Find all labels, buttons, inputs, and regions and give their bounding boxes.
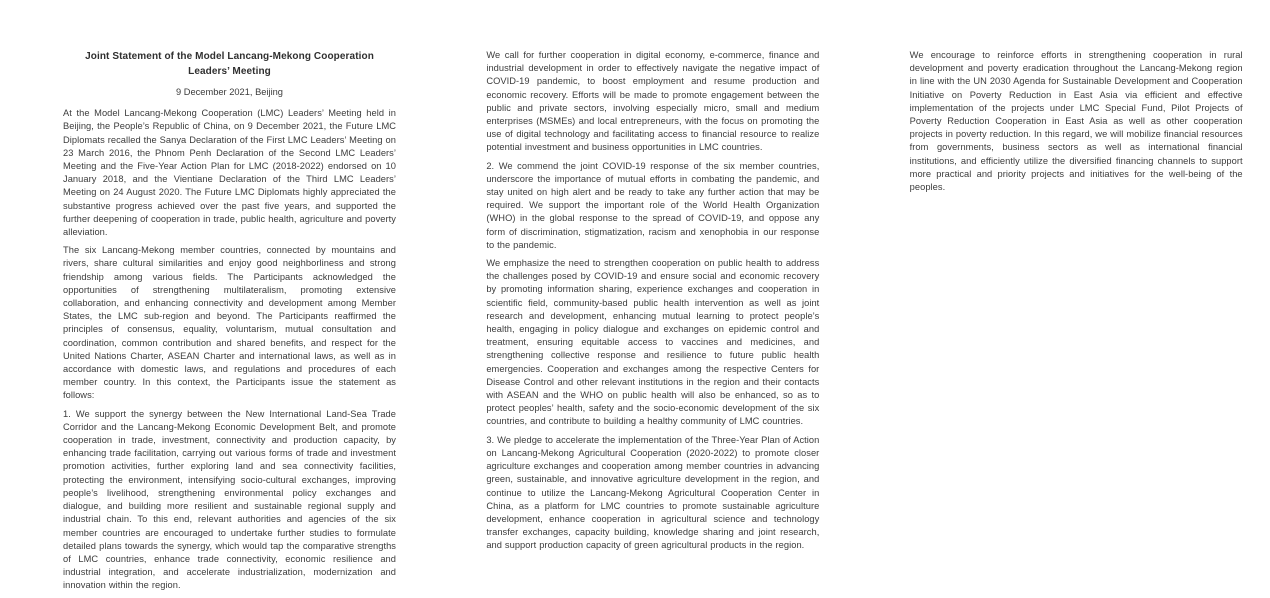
document-dateline: 9 December 2021, Beijing: [176, 87, 283, 97]
paragraph: The six Lancang-Mekong member countries, connected by mountains and rivers, share cultural similarities and enjoy good neighborliness and strong friendship among various fields. The Participants acknowledged the opportunities of strengthening multilateralism, promoting extensive collaboration, and enhancing connectivity and development among Member States, the LMC sub-region and beyond. The Participants reaffirmed the principles of consensus, equality, voluntarism, mutual consultation and coordination, common contribution and shared benefits, and respect for the United Nations Charter, ASEAN Charter and international laws, as well as in accordance with domestic laws, and regulations and procedures of each member country. In this context, the Participants issue the statement as follows:: [63, 245, 396, 401]
paragraph: 2. We commend the joint COVID-19 response of the six member countries, underscore the importance of mutual efforts in combating the pandemic, and stay united on high alert and be ready to take any further action that may be required. We support the important role of the World Health Organization (WHO) in the global response to the spread of COVID-19, and oppose any form of discrimination, stigmatization, racism and xenophobia in our response to the pandemic.: [486, 160, 820, 250]
page-2: [423, 0, 846, 598]
page-3-text: [910, 49, 1243, 194]
paragraph: 1. We support the synergy between the New International Land-Sea Trade Corridor and the Lancang-Mekong Economic Development Belt, and promote cooperation in trade, investment, connectivity and production capacity, by enhancing trade facilitation, carrying out various forms of trade and investment promotion activities, further exploring land and sea connectivity facilities, protecting the environment, intensifying socio-cultural exchanges, improving people’s livelihood, strengthening environmental policy exchanges and dialogue, and building more resilient and sustainable regional supply and industrial chain. To this end, relevant authorities and agencies of the six member countries are encouraged to undertake further studies to formulate detailed plans towards the synergy, which would tap the comparative strengths of LMC countries, enhance trade connectivity, economic resilience and industrial integration, and accelerate industrialization, modernization and innovation within the region.: [63, 408, 396, 591]
page-3: [847, 0, 1270, 598]
paragraph: We emphasize the need to strengthen cooperation on public health to address the challenges posed by COVID-19 and ensure social and economic recovery by promoting information sharing, experience exchanges and cooperation in scientific field, community-based public health intervention as well as joint research and development, enhancing mutual learning to protect people’s health, engaging in policy dialogue and exchanges on epidemic control and treatment, ensuring equitable access to vaccines and medicines, and strengthening collective response and resilience to future public health emergencies. Cooperation and exchanges among the respective Centers for Disease Control and other relevant institutions in the region and their contacts with ASEAN and the WHO on public health will also be enhanced, so as to protect peoples’ health, safety and the socio-economic development of the six countries, and contribute to building a healthy community of LMC countries.: [486, 258, 820, 427]
page-2-text: [486, 49, 819, 553]
page-1: [0, 0, 423, 598]
paragraph: At the Model Lancang-Mekong Cooperation (LMC) Leaders’ Meeting held in Beijing, the People’s Republic of China, on 9 December 2021, the Future LMC Diplomats recalled the Sanya Declaration of the First LMC Leaders’ Meeting on 23 March 2016, the Phnom Penh Declaration of the Second LMC Leaders’ Meeting and the Five-Year Action Plan for LMC (2018-2022) endorsed on 10 January 2018, and the Vientiane Declaration of the Third LMC Leaders’ Meeting on 24 August 2020. The Future LMC Diplomats highly appreciated the substantive progress achieved over the past five years, and supported the further deepening of cooperation in trade, public health, agriculture and poverty alleviation.: [63, 108, 396, 238]
paragraph: 3. We pledge to accelerate the implementation of the Three-Year Plan of Action on Lancang-Mekong Agricultural Cooperation (2020-2022) to promote closer agriculture exchanges and cooperation among member countries in advancing green, sustainable, and innovative agriculture development in the region, and continue to utilize the Lancang-Mekong Agricultural Cooperation Center in China, as a platform for LMC countries to promote sustainable agriculture development, enhance cooperation in agricultural science and technology transfer exchanges, capacity building, knowledge sharing and joint research, and support production capacity of green agricultural products in the region.: [486, 434, 820, 551]
paragraph: We encourage to reinforce efforts in strengthening cooperation in rural development and poverty eradication throughout the Lancang-Mekong region in line with the UN 2030 Agenda for Sustainable Development and Cooperation Initiative on Poverty Reduction in East Asia via efficient and effective implementation of the projects under LMC Special Fund, Pilot Projects of Poverty Reduction Cooperation in East Asia as well as other cooperation projects in poverty reduction. In this regard, we will mobilize financial resources from governments, business sectors as well as international financial institutions, and efficiently utilize the diversified financing channels to support more practical and priority projects and initiatives for the well-being of the peoples.: [909, 50, 1243, 193]
paragraph: We call for further cooperation in digital economy, e-commerce, finance and industrial development in order to effectively navigate the negative impact of COVID-19 pandemic, to boost employment and resume production and economic recovery. Efforts will be made to promote engagement between the public and private sectors, involving especially micro, small and medium enterprises (MSMEs) and local entrepreneurs, with the focus on promoting the use of digital technology and facilitating access to financial resource to realize potential investment and business opportunities in LMC countries.: [486, 50, 820, 153]
document-title: Joint Statement of the Model Lancang-Mekong Cooperation Leaders’ Meeting: [85, 51, 374, 77]
page-1-text: [63, 49, 396, 593]
